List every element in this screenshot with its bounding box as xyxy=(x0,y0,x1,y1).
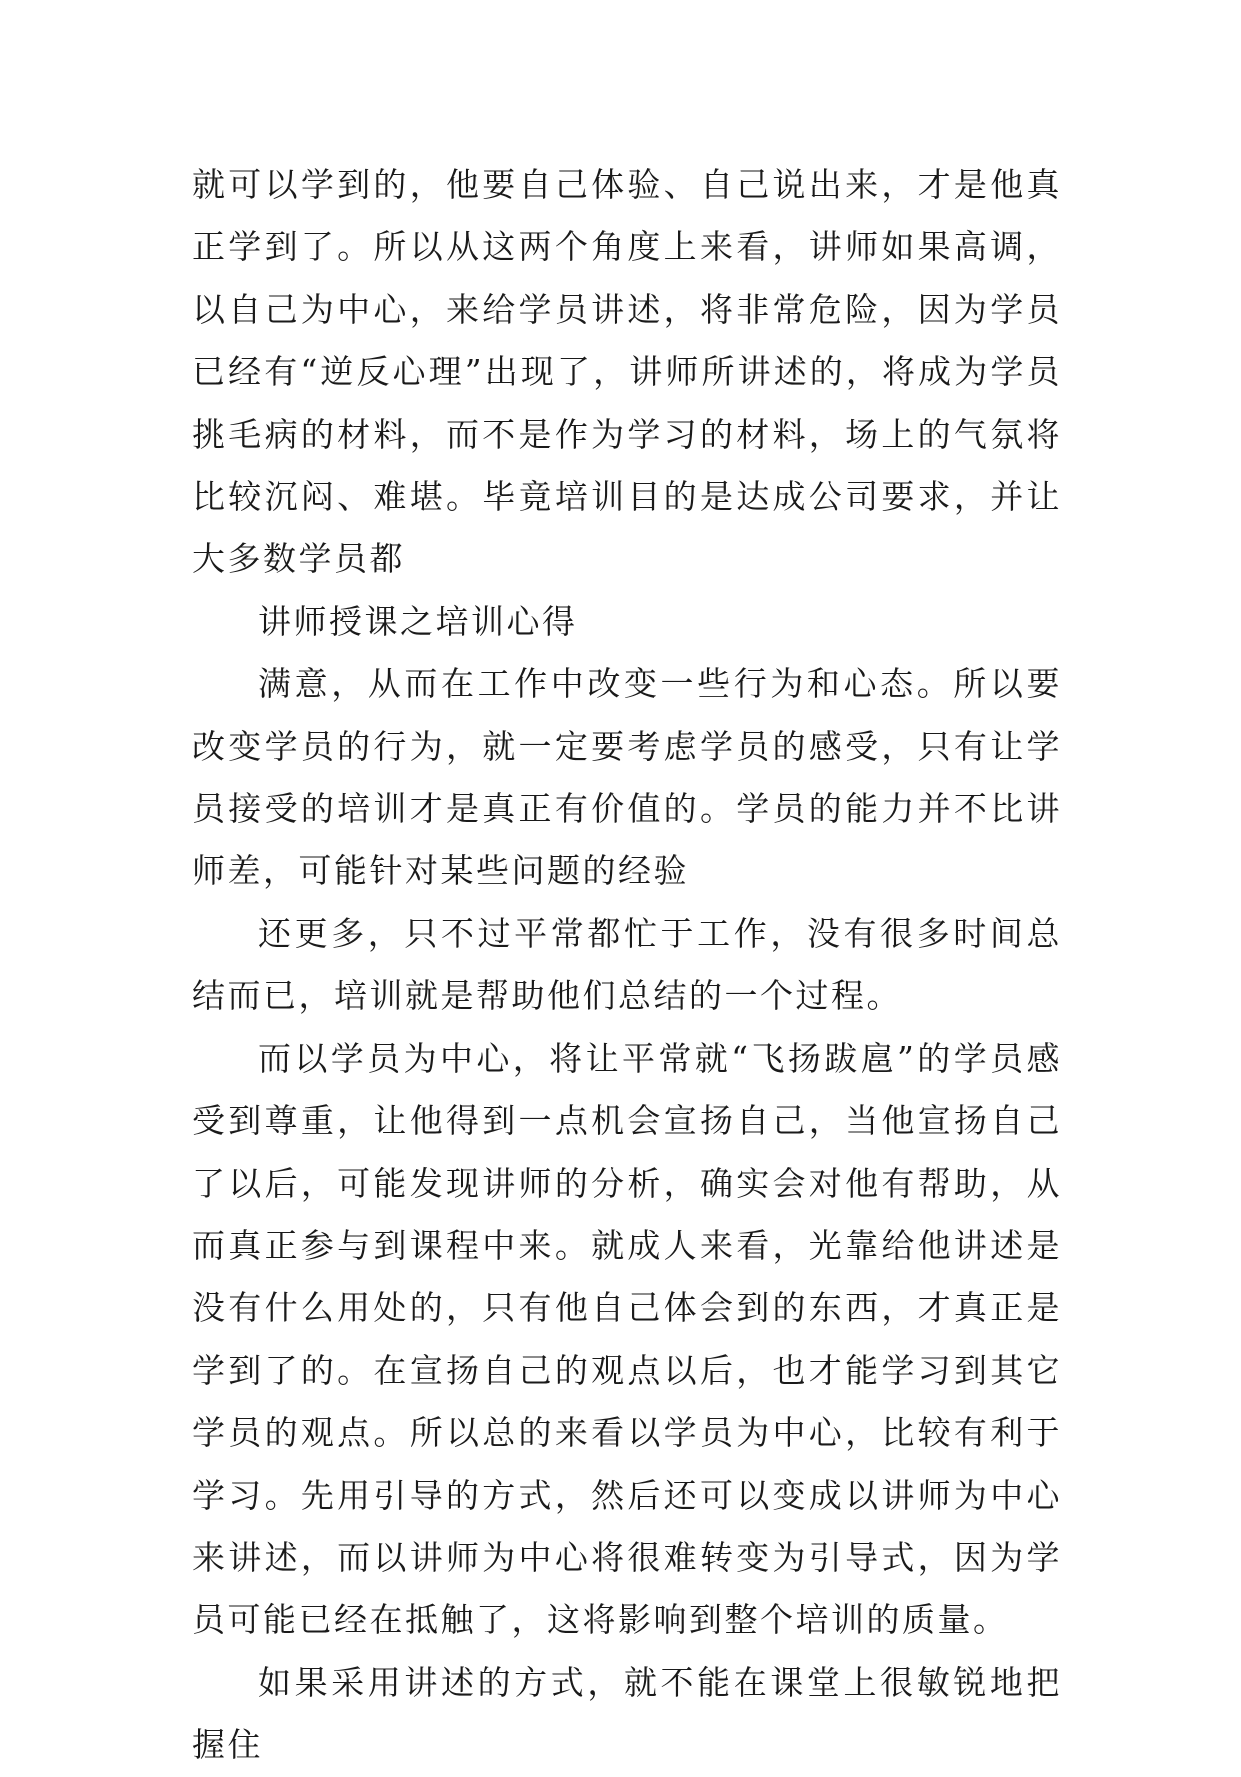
section-title: 讲师授课之培训心得 xyxy=(258,601,578,641)
paragraph-continuation: 就可以学到的，他要自己体验、自己说出来，才是他真正学到了。所以从这两个角度上来看，讲师如果高调，以自己为中心，来给学员讲述，将非常危险，因为学员已经有“逆反心理”出现了，讲师所讲述的，将成为学员挑毛病的材料，而不是作为学习的材料，场上的气氛将比较沉闷、难堪。毕竟培训目的是达成公司要求，并让大多数学员都 xyxy=(192,165,1062,579)
paragraph: 还更多，只不过平常都忙于工作，没有很多时间总结而已，培训就是帮助他们总结的一个过程。 xyxy=(192,913,1062,1016)
paragraph: 满意，从而在工作中改变一些行为和心态。所以要改变学员的行为，就一定要考虑学员的感受，只有让学员接受的培训才是真正有价值的。学员的能力并不比讲师差，可能针对某些问题的经验 xyxy=(192,664,1062,891)
paragraph: 如果采用讲述的方式，就不能在课堂上很敏锐地把握住 xyxy=(192,1662,1062,1765)
document-body xyxy=(192,154,1062,1777)
paragraph: 而以学员为中心，将让平常就“飞扬跋扈”的学员感受到尊重，让他得到一点机会宣扬自己，当他宣扬自己了以后，可能发现讲师的分析，确实会对他有帮助，从而真正参与到课程中来。就成人来看，光靠给他讲述是没有什么用处的，只有他自己体会到的东西，才真正是学到了的。在宣扬自己的观点以后，也才能学习到其它学员的观点。所以总的来看以学员为中心，比较有利于学习。先用引导的方式，然后还可以变成以讲师为中心来讲述，而以讲师为中心将很难转变为引导式，因为学员可能已经在抵触了，这将影响到整个培训的质量。 xyxy=(192,1038,1062,1640)
